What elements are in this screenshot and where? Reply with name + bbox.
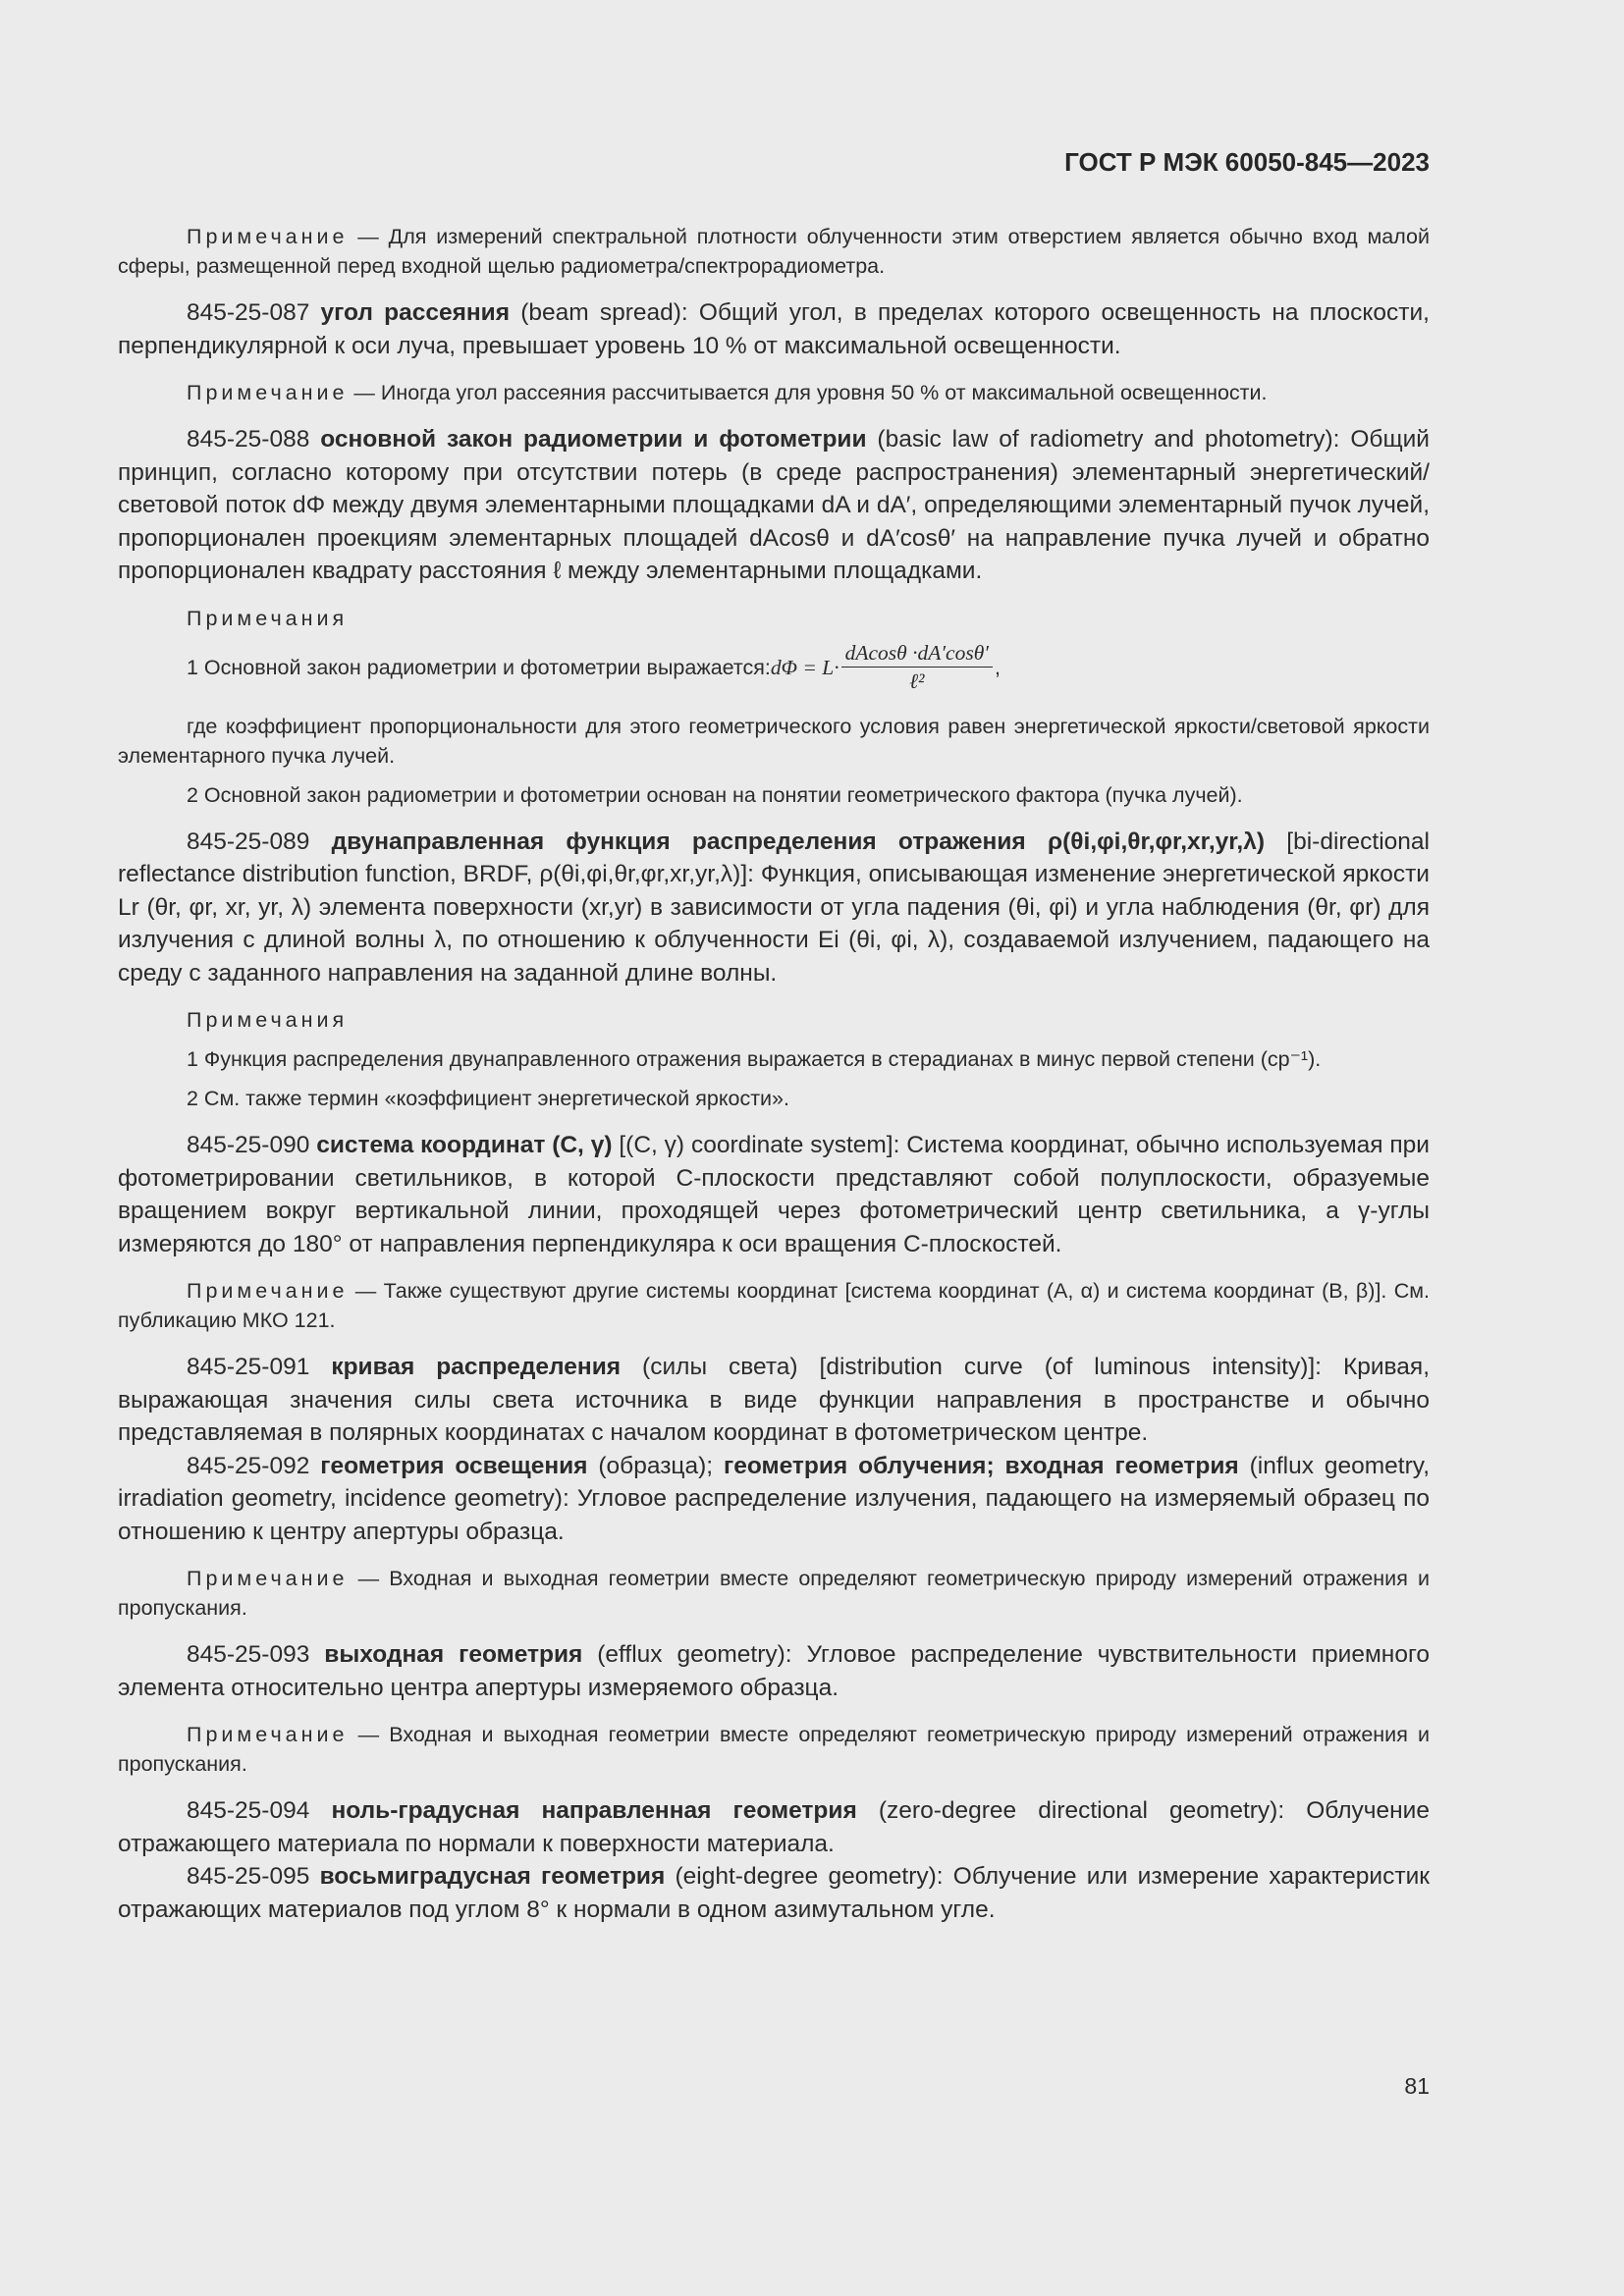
- term-name: система координат (C, γ): [316, 1132, 613, 1158]
- note-label: Примечания: [187, 1008, 349, 1032]
- term-definition: (efflux geometry): Угловое распределение чувствительности приемного элемента относительно центра апертуры измеряемого образца.: [118, 1641, 1430, 1701]
- term-name: кривая распределения: [331, 1354, 622, 1380]
- term-number: 845-25-094: [187, 1797, 332, 1824]
- term-number: 845-25-090: [187, 1132, 317, 1158]
- note-item: 2 См. также термин «коэффициент энергетической яркости».: [187, 1087, 789, 1110]
- note: [118, 1276, 1430, 1335]
- term-name: двунаправленная функция распределения отражения ρ(θi,φi,θr,φr,xr,yr,λ): [331, 828, 1266, 855]
- term-number: 845-25-091: [187, 1354, 332, 1380]
- term-number: 845-25-092: [187, 1452, 321, 1479]
- term-name: ноль-градусная направленная геометрия: [331, 1797, 857, 1824]
- term-entry: [118, 1351, 1430, 1450]
- formula-numerator: dAcosθ ·dA′cosθ′: [841, 639, 993, 667]
- term-name: геометрия освещения: [320, 1452, 588, 1479]
- note-item: 1 Функция распределения двунаправленного отражения выражается в стерадианах в минус первой степени (ср⁻¹).: [187, 1047, 1322, 1071]
- term-number: 845-25-093: [187, 1641, 325, 1668]
- note-text: — Иногда угол рассеяния рассчитывается для уровня 50 % от максимальной освещенности.: [348, 381, 1268, 404]
- term-definition: (zero-degree directional geometry): Облучение отражающего материала по нормали к поверхности материала.: [118, 1797, 1430, 1857]
- term-entry: [118, 1129, 1430, 1260]
- note-label: Примечание: [187, 225, 349, 248]
- note-label: Примечание: [187, 381, 349, 404]
- term-qualifier: (образца);: [587, 1452, 724, 1479]
- note-text: — Для измерений спектральной плотности облученности этим отверстием является обычно вход малой сферы, размещенной перед входной щелью радиометра/спектрорадиометра.: [118, 225, 1430, 278]
- note: [118, 1564, 1430, 1623]
- term-entry: [118, 1450, 1430, 1549]
- note-label: Примечание: [187, 1279, 349, 1303]
- term-number: 845-25-088: [187, 426, 321, 453]
- formula-fraction: [841, 639, 993, 695]
- notes-heading: [118, 604, 1430, 633]
- note-continuation: где коэффициент пропорциональности для этого геометрического условия равен энергетической яркости/световой яркости элементарного пучка лучей.: [118, 714, 1430, 768]
- term-definition: (силы света) [distribution curve (of luminous intensity)]: Кривая, выражающая значения силы света источника в виде функции направления в пространстве и обычно представляемая в полярных координатах с началом координат в фотометрическом центре.: [118, 1354, 1430, 1446]
- term-entry: [118, 826, 1430, 990]
- term-definition: [bi-directional reflectance distribution function, BRDF, ρ(θi,φi,θr,φr,xr,yr,λ)]: Функция, описывающая изменение энергетической яркости Lr (θr, φr, xr, yr, λ) элемента поверхности (xr,yr) в зависимости от угла падения (θi, φi) и угла наблюдения (θr, φr) для излучения с длиной волны λ, по отношению к облученности Ei (θi, φi, λ), создаваемой излучением, падающего на среду с заданного направления на заданной длине волны.: [118, 828, 1430, 987]
- term-name: восьмиградусная геометрия: [319, 1863, 666, 1890]
- term-entry: [118, 296, 1430, 362]
- note-text: — Также существуют другие системы координат [система координат (A, α) и система координат (B, β)]. См. публикацию МКО 121.: [118, 1279, 1430, 1332]
- formula-tail: ,: [994, 655, 1001, 679]
- formula-denominator: ℓ²: [909, 669, 925, 693]
- note: [118, 378, 1430, 407]
- term-synonyms: геометрия облучения; входная геометрия: [723, 1452, 1239, 1479]
- term-number: 845-25-087: [187, 299, 321, 326]
- page-number: 81: [1404, 2073, 1430, 2099]
- formula-lhs: dΦ = L·: [770, 655, 839, 679]
- term-entry: [118, 1638, 1430, 1704]
- term-entry: [118, 1860, 1430, 1926]
- term-entry: [118, 1794, 1430, 1860]
- note-text: 1 Основной закон радиометрии и фотометрии выражается:: [187, 655, 771, 679]
- term-definition: (influx geometry, irradiation geometry, incidence geometry): Угловое распределение излучения, падающего на измеряемый образец по отношению к центру апертуры образца.: [118, 1452, 1431, 1545]
- note: [118, 222, 1430, 281]
- term-definition: [(C, γ) coordinate system]: Система координат, обычно используемая при фотометрировании светильников, в которой C-плоскости представляют собой полуплоскости, образуемые вращением вокруг вертикальной линии, проходящей через фотометрический центр светильника, а γ-углы измеряются до 180° от направления перпендикуляра к оси вращения C-плоскостей.: [118, 1132, 1430, 1257]
- note-item: 2 Основной закон радиометрии и фотометрии основан на понятии геометрического фактора (пучка лучей).: [187, 782, 1243, 807]
- note-label: Примечание: [187, 1567, 349, 1590]
- term-number: 845-25-095: [187, 1863, 320, 1890]
- formula-note: [118, 633, 1430, 702]
- term-name: основной закон радиометрии и фотометрии: [320, 426, 867, 453]
- term-definition: (beam spread): Общий угол, в пределах которого освещенность на плоскости, перпендикулярной к оси луча, превышает уровень 10 % от максимальной освещенности.: [118, 299, 1430, 359]
- note: [118, 1720, 1430, 1779]
- term-entry: [118, 423, 1430, 588]
- note-label: Примечание: [187, 1723, 349, 1746]
- note-label: Примечания: [187, 606, 349, 630]
- term-name: угол рассеяния: [320, 299, 511, 326]
- note-text: — Входная и выходная геометрии вместе определяют геометрическую природу измерений отражения и пропускания.: [118, 1723, 1430, 1776]
- term-definition: (eight-degree geometry): Облучение или измерение характеристик отражающих материалов под углом 8° к нормали в одном азимутальном угле.: [118, 1863, 1430, 1923]
- document-header: ГОСТ Р МЭК 60050-845—2023: [1064, 147, 1430, 177]
- page-body: [118, 222, 1430, 1926]
- notes-heading: [118, 1005, 1430, 1035]
- term-name: выходная геометрия: [324, 1641, 583, 1668]
- term-number: 845-25-089: [187, 828, 332, 855]
- term-definition: (basic law of radiometry and photometry): Общий принцип, согласно которому при отсутствии потерь (в среде распространения) элементарный энергетический/световой поток dΦ между двумя элементарными площадками dA и dA′, определяющими элементарный пучок лучей, пропорционален проекциям элементарных площадей dAcosθ и dA′cosθ′ на направление пучка лучей и обратно пропорционален квадрату расстояния ℓ между элементарными площадками.: [118, 426, 1430, 584]
- note-text: — Входная и выходная геометрии вместе определяют геометрическую природу измерений отражения и пропускания.: [118, 1567, 1430, 1620]
